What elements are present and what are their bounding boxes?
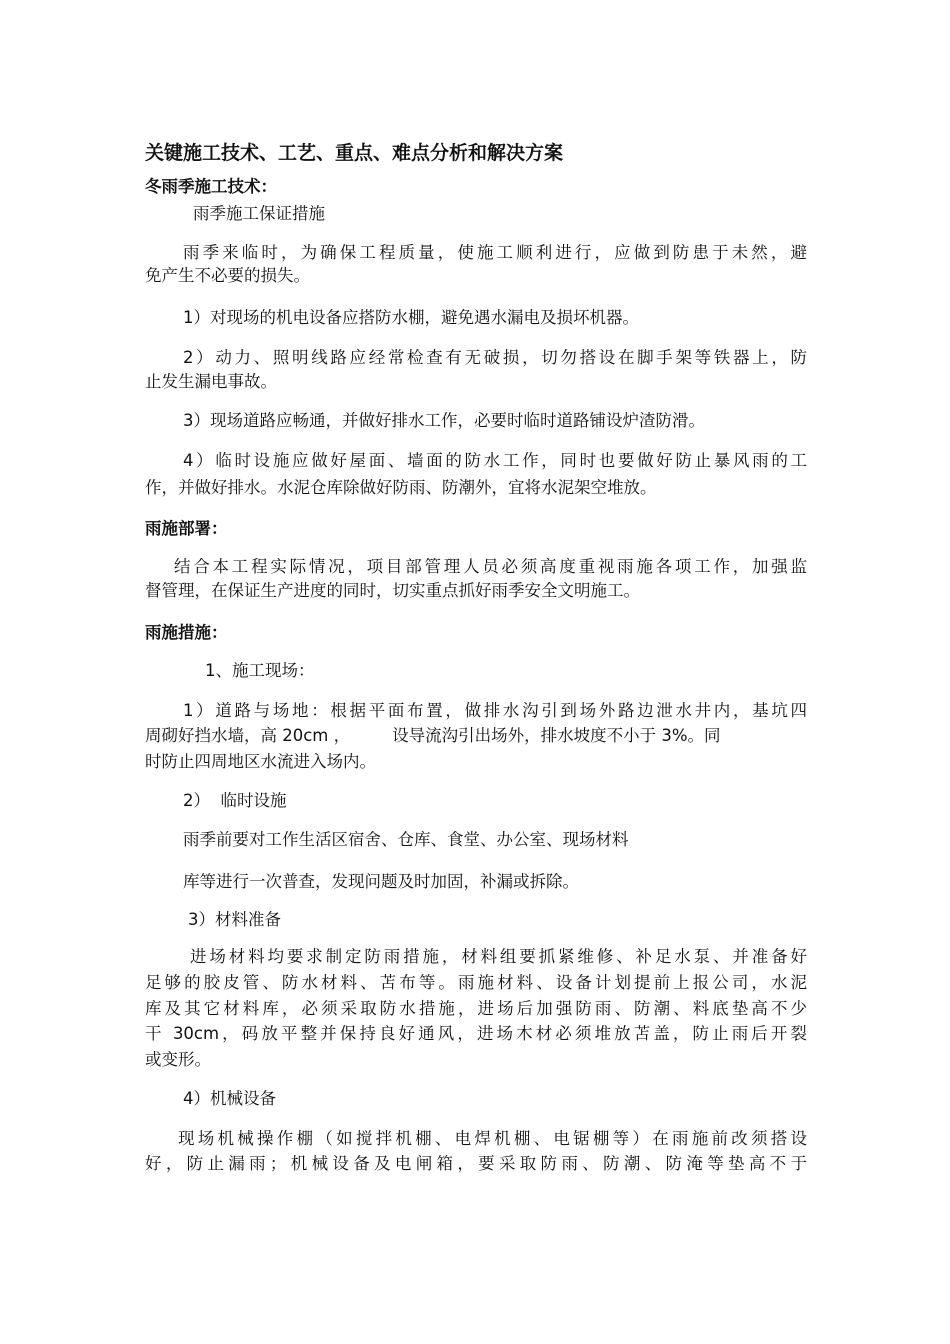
materials-line-3: 库及其它材料库，必须采取防水措施，进场后加强防雨、防潮、料底垫高不少 [145,999,807,1018]
section-heading-winter-rain: 冬雨季施工技术： [145,177,277,196]
document-title: 关键施工技术、工艺、重点、难点分析和解决方案 [145,142,564,164]
materials-line-4: 干 30cm，码放平整并保持良好通风，进场木材必须堆放苫盖，防止雨后开裂 [145,1024,807,1043]
machinery-line-1: 现场机械操作棚（如搅拌机棚、电焊机棚、电锯棚等）在雨施前改须搭设 [178,1129,807,1148]
roads-line-1: 1）道路与场地：根据平面布置，做排水沟引到场外路边泄水井内，基坑四 [183,701,807,720]
item-2-line-1: 2）动力、照明线路应经常检查有无破损，切勿搭设在脚手架等铁器上，防 [183,348,807,367]
site-heading: 1、施工现场： [205,661,315,680]
temp-facilities-line-2: 库等进行一次普查，发现问题及时加固，补漏或拆除。 [183,872,579,891]
roads-line-2: 周砌好挡水墙，高 20cm ， 设导流沟引出场外，排水坡度不小于 3%。同 [145,726,721,745]
materials-heading: 3）材料准备 [188,910,281,929]
item-1: 1）对现场的机电设备应搭防水棚，避免遇水漏电及损坏机器。 [183,308,639,327]
machinery-heading: 4）机械设备 [183,1089,276,1108]
item-2-line-2: 止发生漏电事故。 [145,372,277,391]
item-3: 3）现场道路应畅通，并做好排水工作，必要时临时道路铺设炉渣防滑。 [183,411,705,430]
deployment-line-2: 督管理，在保证生产进度的同时，切实重点抓好雨季安全文明施工。 [145,581,640,600]
temp-facilities-line-1: 雨季前要对工作生活区宿舍、仓库、食堂、办公室、现场材料 [183,830,629,849]
temp-facilities-heading: 2） 临时设施 [183,791,287,810]
materials-line-1: 进场材料均要求制定防雨措施，材料组要抓紧维修、补足水泵、并准备好 [190,947,807,966]
item-4-line-2: 作，并做好排水。水泥仓库除做好防雨、防潮外，宜将水泥架空堆放。 [145,478,657,497]
roads-line-3: 时防止四周地区水流进入场内。 [145,752,376,771]
deployment-line-1: 结合本工程实际情况，项目部管理人员必须高度重视雨施各项工作，加强监 [174,557,807,576]
intro-line-1: 雨季来临时，为确保工程质量，使施工顺利进行，应做到防患于未然，避 [183,243,807,262]
intro-line-2: 免产生不必要的损失。 [145,266,310,285]
section-heading-deployment: 雨施部署： [145,519,228,538]
item-4-line-1: 4）临时设施应做好屋面、墙面的防水工作，同时也要做好防止暴风雨的工 [183,451,807,470]
materials-line-2: 足够的胶皮管、防水材料、苫布等。雨施材料、设备计划提前上报公司，水泥 [145,973,807,992]
materials-line-5: 或变形。 [145,1050,211,1069]
subtitle-rain-measures: 雨季施工保证措施 [193,204,325,223]
machinery-line-2: 好，防止漏雨；机械设备及电闸箱，要采取防雨、防潮、防淹等垫高不于 [145,1154,807,1173]
section-heading-measures: 雨施措施： [145,623,228,642]
